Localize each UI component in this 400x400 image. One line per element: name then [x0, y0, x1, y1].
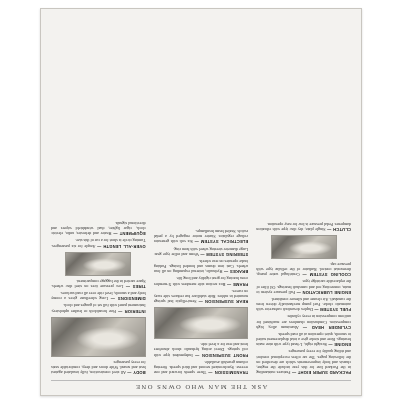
scanned-page — [40, 8, 362, 396]
page-content-upside-down — [41, 9, 361, 395]
paragraph: TRANSMISSION — Three speeds forward and one reverse. Synchronized second and third speeds. Steering column gearshift available. — [153, 359, 249, 375]
paragraph: INTERIOR — Fine broadcloth or leather upholstery. Instrument panel with full set of gauges and clock. — [50, 303, 146, 314]
engine-photo — [271, 235, 337, 259]
column-3 — [51, 19, 146, 375]
interior-photo — [51, 317, 146, 357]
chassis-photo — [154, 307, 249, 339]
text-columns — [51, 19, 351, 375]
paragraph: STEERING SYSTEM — Worm and roller type gear. Large diameter steering wheel with horn ring. — [153, 246, 249, 257]
column-2 — [154, 19, 249, 375]
paragraph: CLUTCH — Single plate, dry disc type with vibration dampener. Pedal pressure is low for easy operation. — [256, 221, 351, 232]
paragraph: FUEL SYSTEM — Duplex downdraft carburetor with automatic choke. Fuel pump mechanically driven from the camshaft. Air cleaner and silencer combined. — [256, 296, 351, 313]
header-rule — [51, 380, 351, 381]
detail-photo — [65, 252, 131, 276]
paragraph: COOLING SYSTEM — Centrifugal water pump, thermostat control. Radiator of the cellular type with pressure cap. — [256, 262, 351, 278]
paragraph: CYLINDER HEAD — Aluminum alloy, high compression. Combustion chambers are machined for uniform compression in every cylinder. — [256, 314, 351, 330]
running-head: ASK THE MAN WHO OWNS ONE — [134, 383, 268, 390]
paragraph: BODY — All steel construction, fully insulated against heat and sound. Wide doors and deep, comfortable seats for every passenger. — [50, 359, 146, 375]
paragraph: DIMENSIONS — Long wheelbase gives a roomy body and a smooth, level ride over all road surfaces. — [50, 291, 146, 302]
paragraph: FRONT SUSPENSION — Independent type with coil springs. Direct acting hydraulic shock absorbers front and rear for a level ride. — [153, 342, 249, 358]
paragraph: ENGINE LUBRICATION — Full pressure system to main, connecting rod and camshaft bearings. Oil filter of the replaceable cartridge type. — [256, 279, 351, 295]
paragraph: ENGINE — Straight eight, L-head type with nine main bearings. Bore and stroke give a total displacement suited to smooth, quiet operation at all road speeds. — [256, 331, 351, 348]
paragraph: FRAME — Box section side members with X-member cross bracing for great rigidity and long life. — [153, 276, 249, 287]
paragraph: OVER-ALL LENGTH — Ample for six passengers. Turning circle is short for a car of this size. — [50, 238, 146, 249]
paragraph: TIRES — Low pressure tires on steel disc wheels. Spare carried in the luggage compartment. — [50, 278, 146, 289]
paragraph: BRAKES — Hydraulic, internal expanding on all four wheels. Cast iron drums and bonded linings. Parking brake operates on rear wheels. — [153, 258, 249, 275]
column-1 — [256, 19, 351, 375]
paragraph: EQUIPMENT — Heater and defroster, radio, electric clock, cigar lighter, dual windshield wipers and directional signals. — [50, 220, 146, 237]
paragraph: REAR SUSPENSION — Semi-elliptic leaf springs mounted in rubber. Ride stabilizer bar reduces side sway on curves. — [153, 288, 249, 305]
paragraph: ELECTRICAL SYSTEM — Six volt with generator voltage regulator. Starter motor engaged by a pedal switch. Sealed beam headlamps. — [153, 229, 249, 245]
paragraph: PACKARD SUPER EIGHT — Features outstanding in the Packard line for this year include the engine, chassis and body improvements which are described on the following pages. The car offers exceptional comfort and riding quality for every passenger. — [256, 349, 351, 375]
